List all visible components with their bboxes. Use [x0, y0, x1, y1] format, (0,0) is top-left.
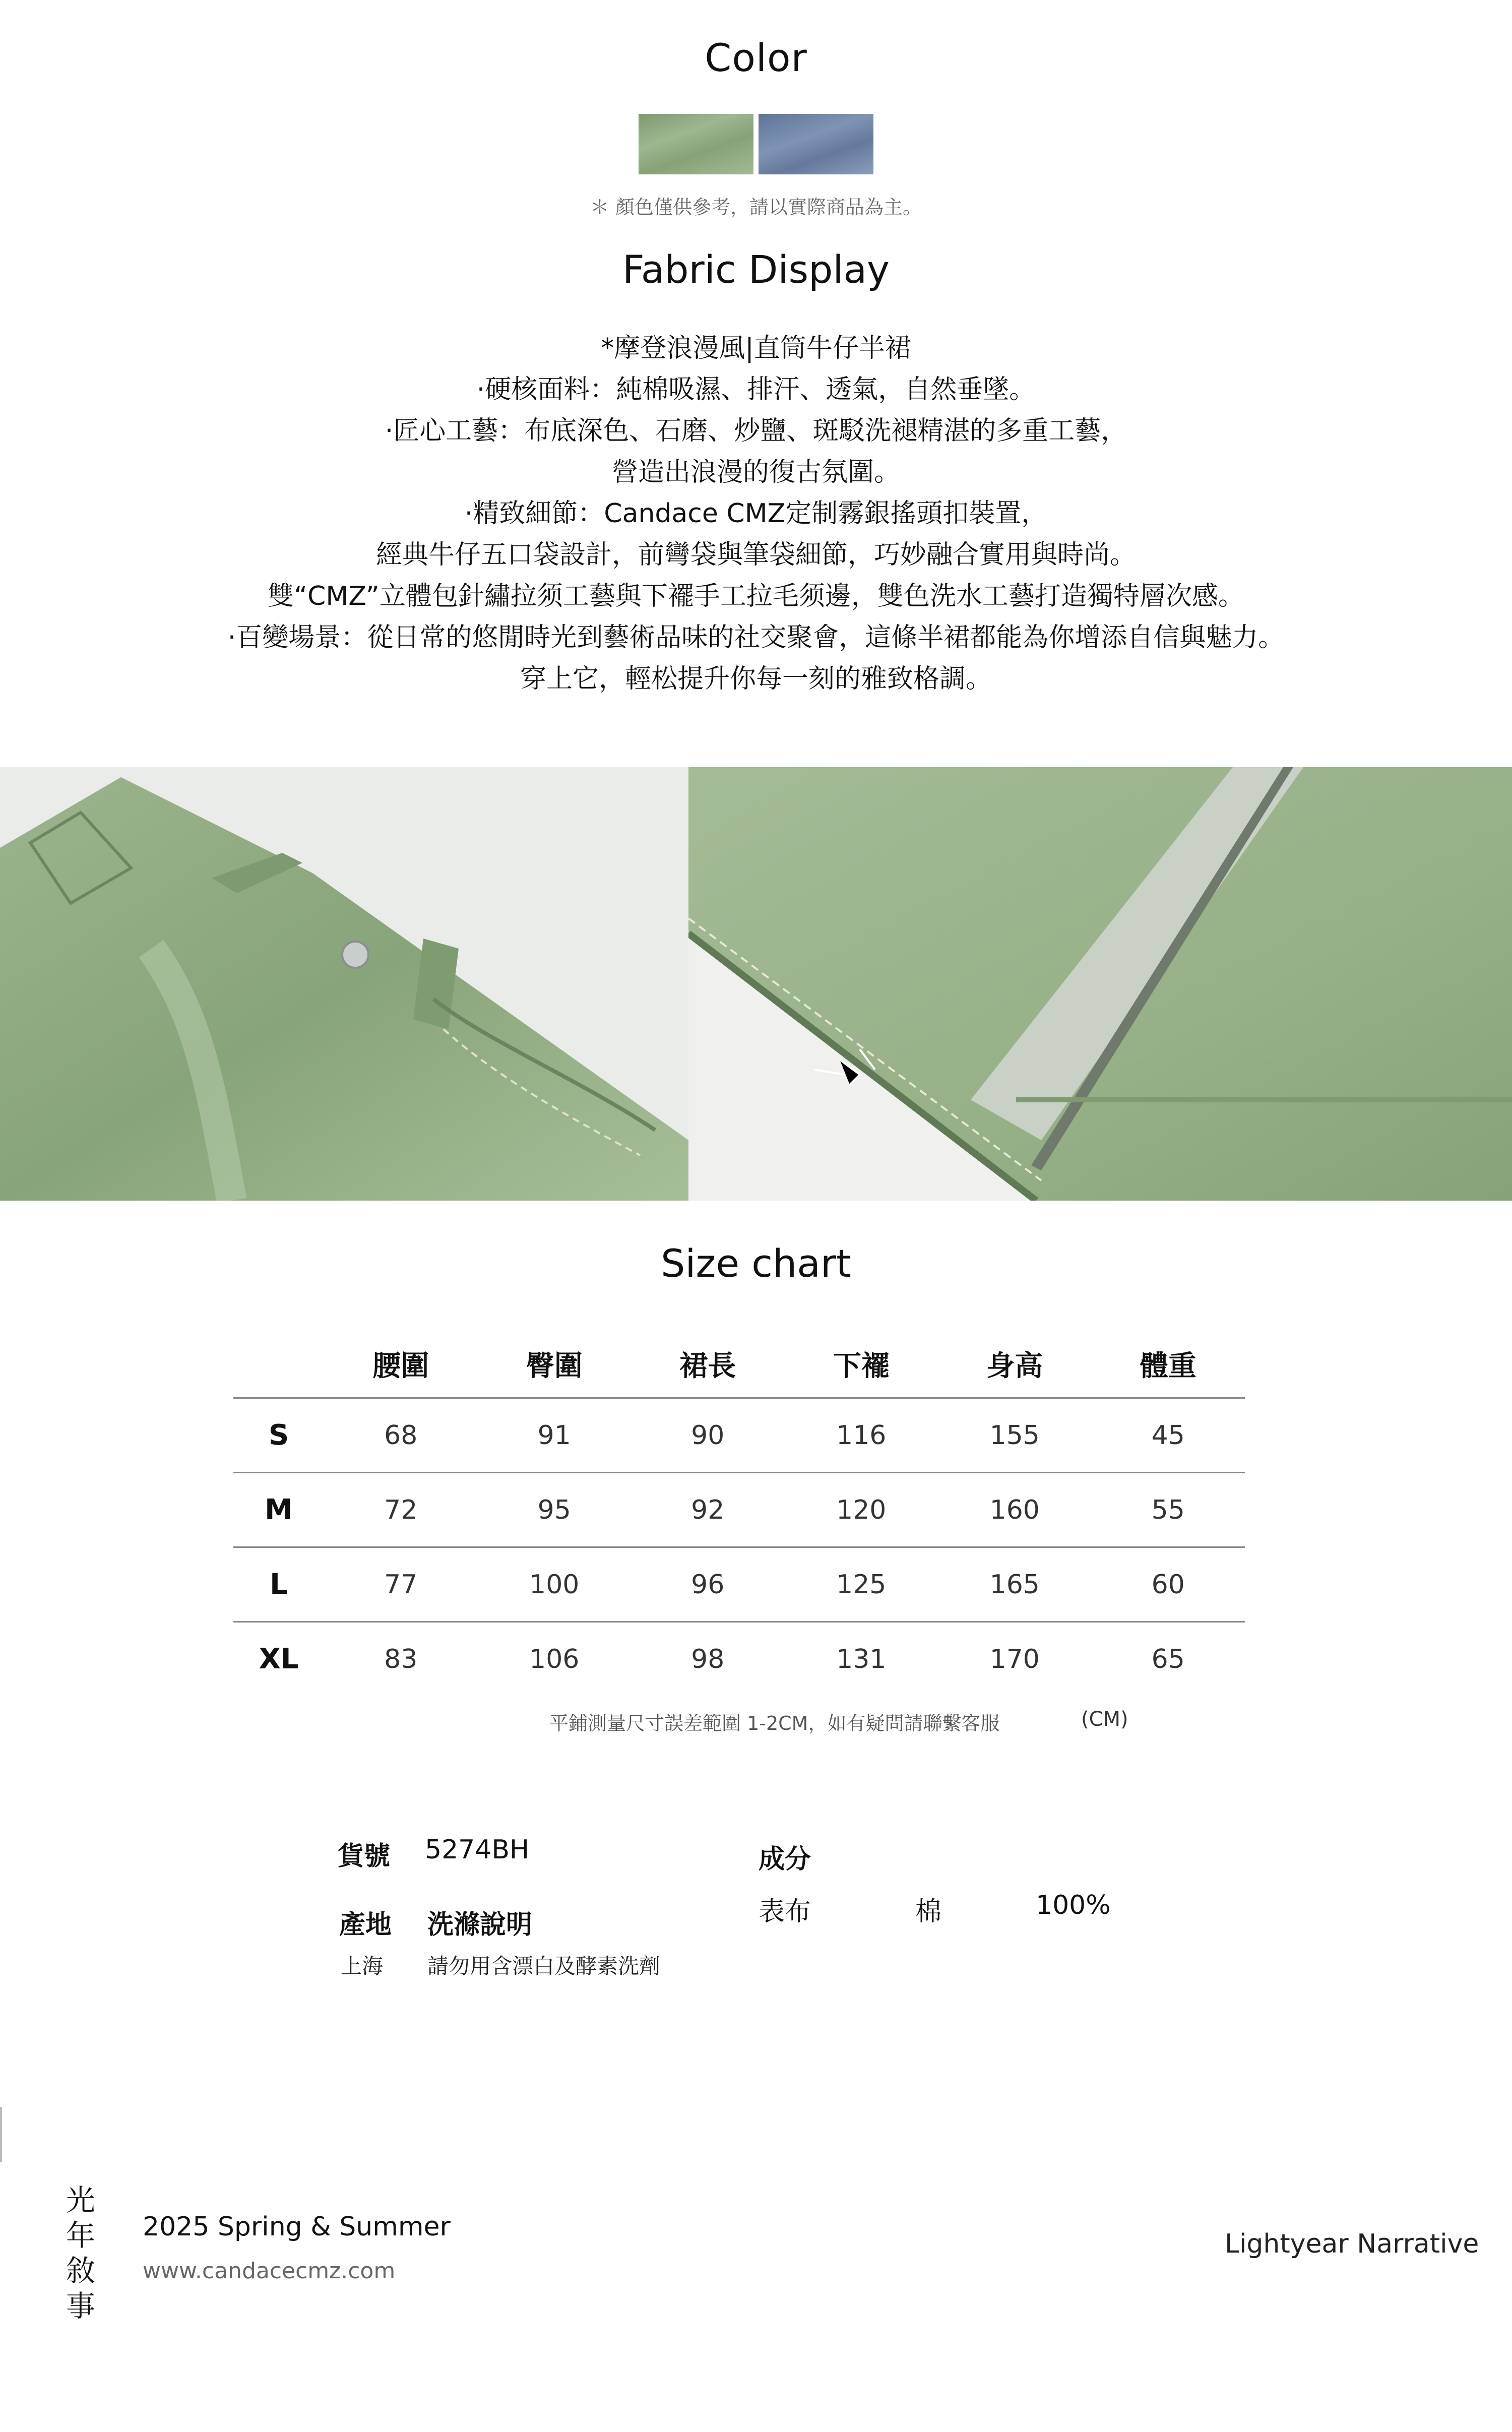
- size-label: M: [233, 1473, 324, 1547]
- table-cell: 60: [1092, 1547, 1245, 1622]
- table-cell: 65: [1092, 1622, 1245, 1696]
- size-chart-unit: (CM): [1081, 1708, 1128, 1731]
- table-cell: 131: [785, 1622, 938, 1696]
- composition-percent: 100%: [1036, 1890, 1111, 1920]
- column-header-waist: 腰圍: [372, 1350, 429, 1383]
- table-header-row: [233, 1331, 1245, 1398]
- fabric-line: ·匠心工藝：布底深色、石磨、炒鹽、斑駁洗褪精湛的多重工藝，: [385, 416, 1127, 446]
- table-cell: 120: [785, 1473, 938, 1547]
- table-cell: 165: [938, 1547, 1092, 1622]
- table-cell: 91: [478, 1398, 632, 1473]
- origin-label: 產地: [339, 1910, 392, 1940]
- table-cell: 72: [324, 1473, 478, 1547]
- size-label: XL: [233, 1622, 324, 1696]
- sku-label: 貨號: [338, 1841, 391, 1872]
- table-cell: 125: [785, 1547, 938, 1622]
- table-cell: 55: [1092, 1473, 1245, 1547]
- table-row: [233, 1547, 1245, 1622]
- size-chart-note: 平鋪測量尺寸誤差範圍 1-2CM，如有疑問請聯繫客服: [549, 1712, 1000, 1734]
- column-header-weight: 體重: [1140, 1350, 1196, 1383]
- footer-website-link[interactable]: www.candacecmz.com: [143, 2258, 396, 2284]
- column-header-hip: 臀圍: [526, 1350, 583, 1383]
- table-cell: 98: [631, 1622, 785, 1696]
- fabric-line: 穿上它，輕松提升你每一刻的雅致格調。: [520, 664, 992, 694]
- column-header-hem: 下襬: [833, 1350, 890, 1383]
- fabric-line: 經典牛仔五口袋設計，前彎袋與筆袋細節，巧妙融合實用與時尚。: [375, 540, 1136, 570]
- blue-color-swatch[interactable]: [759, 114, 873, 174]
- fabric-line: 雙“CMZ”立體包針繡拉须工藝與下襬手工拉毛须邊，雙色洗水工藝打造獨特層次感。: [268, 581, 1244, 611]
- origin-value: 上海: [341, 1954, 384, 1978]
- hem-slit-detail-photo: [688, 767, 1512, 1201]
- column-header: [233, 1331, 324, 1398]
- table-cell: 160: [938, 1473, 1092, 1547]
- color-section-title: Color: [705, 35, 807, 80]
- composition-label: 成分: [759, 1844, 811, 1875]
- sku-value: 5274BH: [425, 1835, 530, 1865]
- table-cell: 116: [785, 1398, 938, 1473]
- fabric-description: [0, 328, 1512, 700]
- color-disclaimer: ＊ 顏色僅供參考，請以實際商品為主。: [590, 196, 922, 218]
- fabric-line: 營造出浪漫的復古氛圍。: [611, 457, 900, 487]
- waistband-detail-photo: [0, 767, 688, 1201]
- brand-vertical-text: 光年敘事: [66, 2183, 95, 2323]
- table-cell: 90: [631, 1398, 785, 1473]
- composition-part: 表布: [759, 1897, 811, 1927]
- fabric-line: ·硬核面料：純棉吸濕、排汗、透氣，自然垂墜。: [476, 375, 1036, 405]
- table-cell: 68: [324, 1398, 478, 1473]
- table-cell: 96: [631, 1547, 785, 1622]
- table-cell: 100: [478, 1547, 632, 1622]
- fabric-section-title: Fabric Display: [622, 247, 890, 292]
- green-color-swatch[interactable]: [639, 114, 753, 174]
- fabric-line: ·百變場景：從日常的悠閒時光到藝術品味的社交聚會，這條半裙都能為你增添自信與魅力。: [227, 622, 1285, 653]
- size-label: S: [233, 1398, 324, 1473]
- table-row: [233, 1398, 1245, 1473]
- footer-tagline: Lightyear Narrative: [1225, 2229, 1479, 2259]
- column-header-length: 裙長: [679, 1350, 736, 1383]
- fabric-line: ·精致細節：Candace CMZ定制霧銀搖頭扣裝置，: [464, 498, 1048, 529]
- table-cell: 92: [631, 1473, 785, 1547]
- table-cell: 106: [478, 1622, 632, 1696]
- table-cell: 83: [324, 1622, 478, 1696]
- column-header-height: 身高: [986, 1350, 1043, 1383]
- table-cell: 77: [324, 1547, 478, 1622]
- table-row: [233, 1622, 1245, 1696]
- care-value: 請勿用含漂白及酵素洗劑: [427, 1954, 661, 1978]
- table-cell: 170: [938, 1622, 1092, 1696]
- footer-season: 2025 Spring & Summer: [143, 2212, 451, 2242]
- size-chart-title: Size chart: [661, 1241, 851, 1286]
- size-chart-table: [233, 1331, 1245, 1696]
- fabric-line: *摩登浪漫風|直筒牛仔半裙: [601, 333, 911, 363]
- care-label: 洗滌說明: [427, 1910, 533, 1940]
- size-label: L: [233, 1547, 324, 1622]
- composition-material: 棉: [915, 1897, 942, 1927]
- table-cell: 155: [938, 1398, 1092, 1473]
- table-row: [233, 1473, 1245, 1547]
- table-cell: 95: [478, 1473, 632, 1547]
- table-cell: 45: [1092, 1398, 1245, 1473]
- edge-divider: [0, 2107, 2, 2162]
